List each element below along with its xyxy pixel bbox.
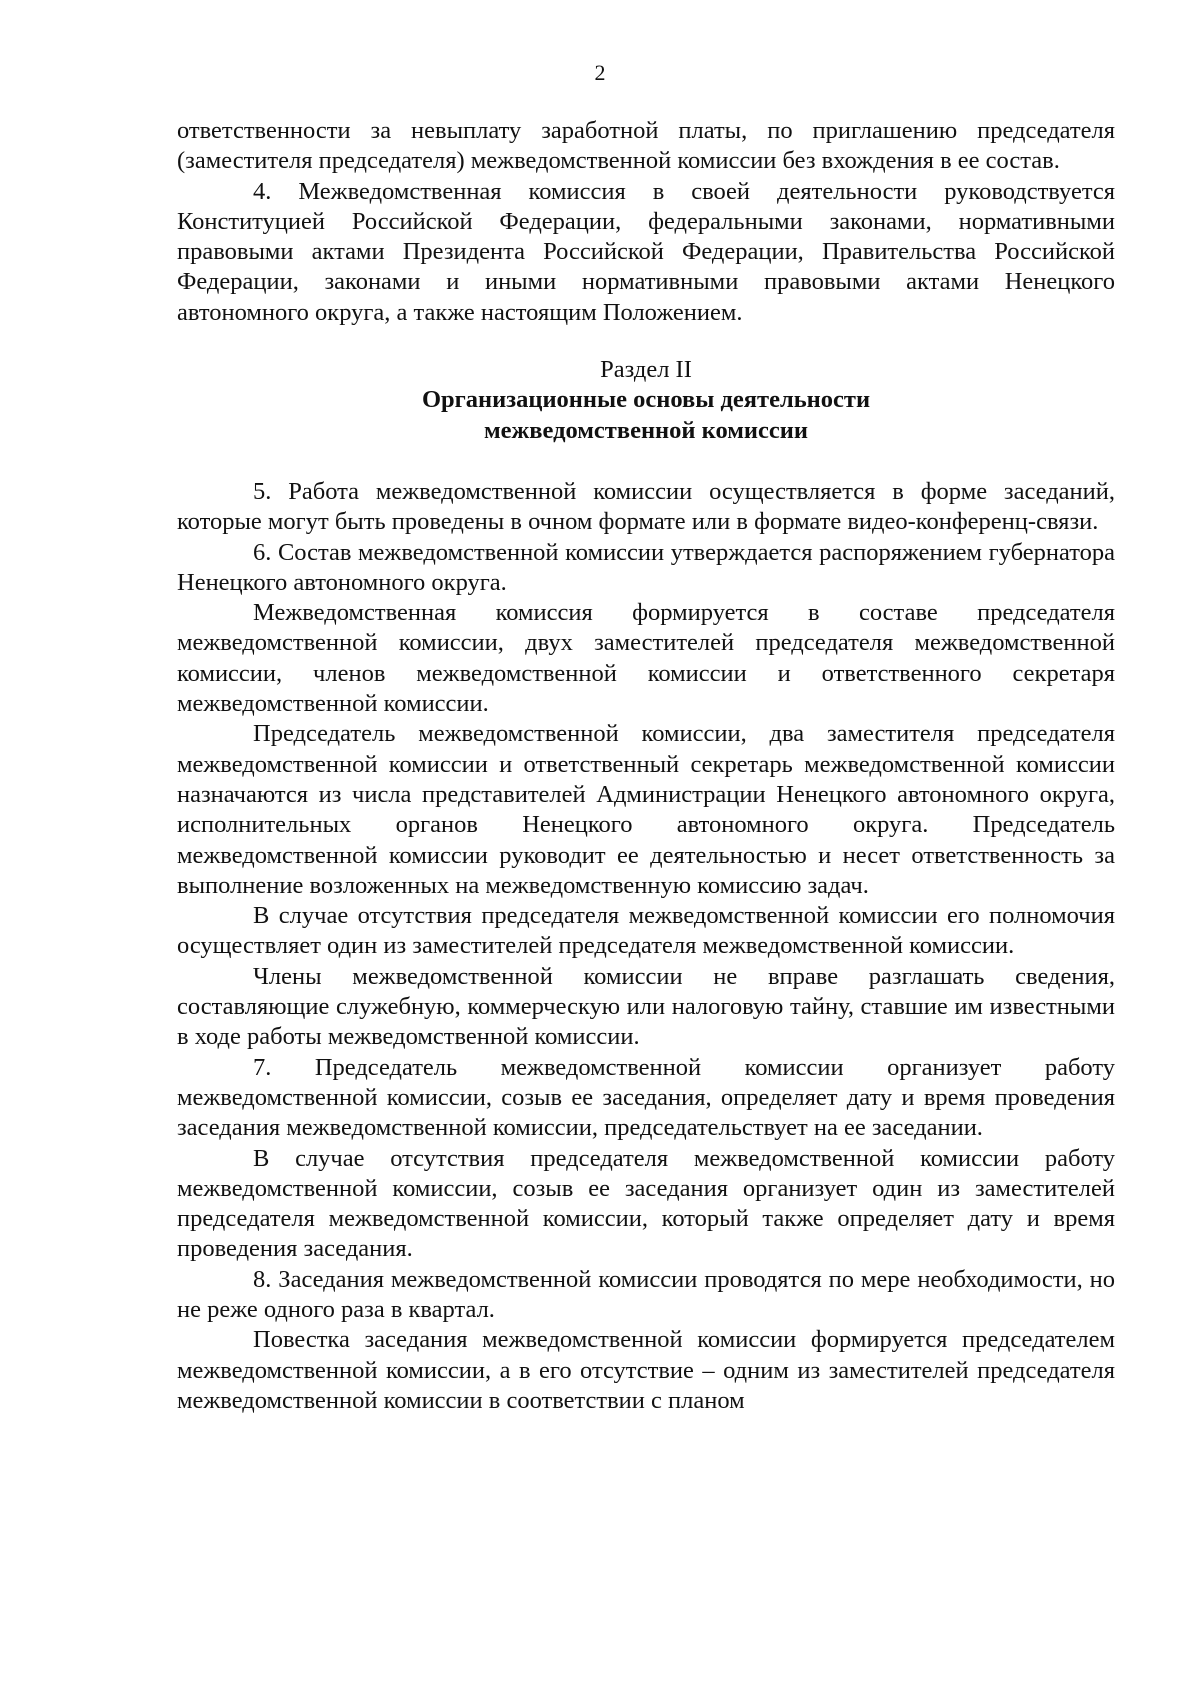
paragraph-appointment: Председатель межведомственной комиссии, два заместителя председателя межведомственной комиссии и ответственный секретарь межведомственной комиссии назначаются из числа представителей Администрации Ненецкого автономного округа, исполнительных органов Ненецкого автономного округа. Председатель межведомственной комиссии руководит ее деятельностью и несет ответственность за выполнение возложенных на межведомственную комиссию задач. [177, 720, 1115, 899]
paragraph-absence-organization: В случае отсутствия председателя межведомственной комиссии работу межведомственной комиссии, созыв ее заседания организует один из заместителей председателя межведомственной комиссии, который также определяет дату и время проведения заседания. [177, 1144, 1115, 1263]
section-title-line-1: Организационные основы деятельности [421, 386, 871, 414]
paragraph-item-4: 4. Межведомственная комиссия в своей деятельности руководствуется Конституцией Российской Федерации, федеральными законами, нормативными правовыми актами Президента Российской Федерации, Правительства Российской Федерации, законами и иными нормативными правовыми актами Ненецкого автономного округа, а также настоящим Положением. [177, 177, 1115, 326]
paragraph-item-7: 7. Председатель межведомственной комиссии организует работу межведомственной комиссии, созыв ее заседания, определяет дату и время проведения заседания межведомственной комиссии, председательствует на ее заседании. [177, 1053, 1115, 1142]
section-title-line-2: межведомственной комиссии [483, 416, 809, 444]
section-label: Раздел II [600, 356, 692, 384]
paragraph-confidentiality: Члены межведомственной комиссии не вправе разглашать сведения, составляющие служебную, коммерческую или налоговую тайну, ставшие им известными в ходе работы межведомственной комиссии. [177, 962, 1115, 1051]
document-body [177, 116, 1115, 1416]
paragraph-absence: В случае отсутствия председателя межведомственной комиссии его полномочия осуществляет один из заместителей председателя межведомственной комиссии. [177, 902, 1115, 960]
paragraph-item-5: 5. Работа межведомственной комиссии осуществляется в форме заседаний, которые могут быть проведены в очном формате или в формате видео-конференц-связи. [177, 477, 1115, 536]
paragraph-agenda: Повестка заседания межведомственной комиссии формируется председателем межведомственной комиссии, а в его отсутствие – одним из заместителей председателя межведомственной комиссии в соответствии с планом [177, 1326, 1115, 1414]
paragraph-continuation: ответственности за невыплату заработной платы, по приглашению председателя (заместителя председателя) межведомственной комиссии без вхождения в ее состав. [177, 117, 1115, 175]
paragraph-composition: Межведомственная комиссия формируется в составе председателя межведомственной комиссии, двух заместителей председателя межведомственной комиссии, членов межведомственной комиссии и ответственного секретаря межведомственной комиссии. [177, 599, 1115, 718]
paragraph-item-8: 8. Заседания межведомственной комиссии проводятся по мере необходимости, но не реже одного раза в квартал. [177, 1265, 1115, 1323]
paragraph-item-6: 6. Состав межведомственной комиссии утверждается распоряжением губернатора Ненецкого автономного округа. [177, 538, 1115, 596]
page-number: 2 [594, 60, 606, 85]
section-heading [177, 355, 1115, 446]
